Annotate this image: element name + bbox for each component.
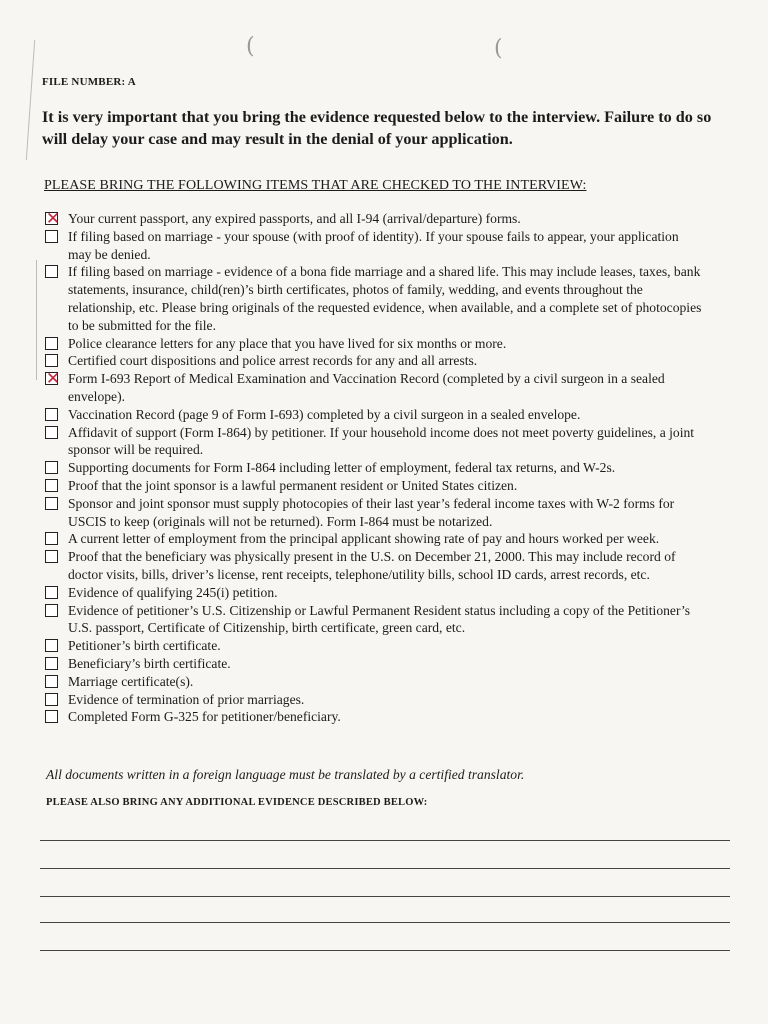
checklist-item: [44, 228, 704, 264]
checklist-item-label: Supporting documents for Form I-864 including letter of employment, federal tax returns, and W-2s.: [68, 460, 616, 476]
checkbox[interactable]: [45, 604, 58, 617]
checklist-item: [44, 210, 704, 228]
checklist-heading: PLEASE BRING THE FOLLOWING ITEMS THAT ARE CHECKED TO THE INTERVIEW:: [44, 178, 587, 193]
checklist-item-label: Beneficiary’s birth certificate.: [68, 655, 231, 671]
checkbox[interactable]: [45, 657, 58, 670]
checklist-item: [44, 406, 704, 424]
blank-line: [40, 950, 730, 951]
checkbox[interactable]: [45, 354, 58, 367]
checkbox[interactable]: [45, 369, 61, 390]
checkbox[interactable]: [45, 209, 61, 229]
checklist-item: [44, 673, 704, 691]
blank-line: [40, 840, 730, 841]
checklist-item: [44, 530, 704, 548]
check-mark-icon: ✕: [45, 369, 61, 390]
blank-line: [40, 896, 730, 897]
margin-mark: [36, 260, 37, 380]
checkbox[interactable]: [45, 461, 58, 474]
checklist-item-label: Evidence of termination of prior marriages.: [68, 691, 305, 707]
pen-mark: (: [246, 34, 255, 59]
checkbox[interactable]: [45, 693, 58, 706]
checklist-item-label: Marriage certificate(s).: [68, 673, 194, 689]
checklist-item-label: Proof that the beneficiary was physically present in the U.S. on December 21, 2000. This may include record of doctor visits, bills, driver’s license, rent receipts, telephone/utility bills, school ID cards, arrest records, etc.: [68, 549, 676, 582]
checkbox[interactable]: [45, 639, 58, 652]
checklist-item: [44, 495, 704, 531]
checklist-item-label: Evidence of qualifying 245(i) petition.: [68, 584, 278, 600]
blank-line: [40, 922, 730, 923]
checkbox[interactable]: [45, 497, 58, 510]
checkbox[interactable]: [45, 586, 58, 599]
checkbox[interactable]: [45, 408, 58, 421]
check-mark-icon: ✕: [45, 209, 61, 229]
checklist-item: [44, 424, 704, 460]
checklist-item: [44, 584, 704, 602]
checklist-item-label: Sponsor and joint sponsor must supply photocopies of their last year’s federal income taxes with W-2 forms for USCIS to keep (originals will not be returned). Form I-864 must be notarized.: [68, 495, 675, 529]
checklist-item-label: Evidence of petitioner’s U.S. Citizenship or Lawful Permanent Resident status including a copy of the Petitioner’s U.S. passport, Certificate of Citizenship, birth certificate, green card, etc.: [68, 602, 691, 636]
checklist-item: [44, 370, 704, 406]
checklist-item: [44, 602, 704, 638]
checklist-item-label: Affidavit of support (Form I-864) by petitioner. If your household income does not meet poverty guidelines, a joint sponsor will be required.: [68, 424, 695, 458]
checklist-item: [44, 335, 704, 353]
checklist-item: [44, 637, 704, 655]
checklist-item-label: Form I-693 Report of Medical Examination and Vaccination Record (completed by a civil surgeon in a sealed envelope).: [68, 371, 665, 404]
checklist-item-label: Proof that the joint sponsor is a lawful permanent resident or United States citizen.: [68, 477, 518, 493]
checklist-item-label: A current letter of employment from the principal applicant showing rate of pay and hours worked per week.: [68, 531, 660, 547]
checklist-item-label: If filing based on marriage - evidence of a bona fide marriage and a shared life. This may include leases, taxes, bank statements, insurance, child(ren)’s birth certificates, photos of family, wedding, and events throughout the relationship, etc. Please bring originals of the requested evidence, when available, and a complete set of photocopies to be submitted for the file.: [68, 264, 702, 333]
checklist-item: [44, 548, 704, 584]
checkbox[interactable]: [45, 479, 58, 492]
checklist-item: [44, 655, 704, 673]
checkbox[interactable]: [45, 675, 58, 688]
checklist-item-label: Vaccination Record (page 9 of Form I-693) completed by a civil surgeon in a sealed envelope.: [68, 406, 581, 422]
checkbox[interactable]: [45, 426, 58, 439]
checklist-item: [44, 459, 704, 477]
checkbox[interactable]: [45, 337, 58, 350]
checklist-item-label: If filing based on marriage - your spouse (with proof of identity). If your spouse fails to appear, your application may be denied.: [68, 228, 679, 262]
intro-paragraph: It is very important that you bring the evidence requested below to the interview. Failure to do so will delay your case and may result in the denial of your application.: [42, 108, 712, 148]
blank-line: [40, 868, 730, 869]
checklist-item: [44, 263, 704, 334]
additional-evidence-heading: PLEASE ALSO BRING ANY ADDITIONAL EVIDENCE DESCRIBED BELOW:: [46, 797, 428, 808]
checklist-item: [44, 352, 704, 370]
checklist-item: [44, 691, 704, 709]
file-number: FILE NUMBER: A: [42, 76, 136, 88]
checkbox[interactable]: [45, 550, 58, 563]
checklist-item-label: Certified court dispositions and police arrest records for any and all arrests.: [68, 353, 478, 369]
checkbox[interactable]: [45, 710, 58, 723]
checklist: [44, 210, 704, 726]
checkbox[interactable]: [45, 532, 58, 545]
pen-mark: (: [494, 36, 503, 61]
checklist-item: [44, 477, 704, 495]
checkbox[interactable]: [45, 265, 58, 278]
checklist-item-label: Police clearance letters for any place that you have lived for six months or more.: [68, 335, 507, 351]
margin-mark: [26, 40, 35, 160]
translation-note: All documents written in a foreign language must be translated by a certified translator.: [46, 767, 525, 782]
checklist-item: [44, 708, 704, 726]
checklist-item-label: Your current passport, any expired passports, and all I-94 (arrival/departure) forms.: [68, 211, 521, 226]
checklist-item-label: Petitioner’s birth certificate.: [68, 638, 221, 654]
checkbox[interactable]: [45, 230, 58, 243]
checklist-item-label: Completed Form G-325 for petitioner/beneficiary.: [68, 709, 341, 725]
